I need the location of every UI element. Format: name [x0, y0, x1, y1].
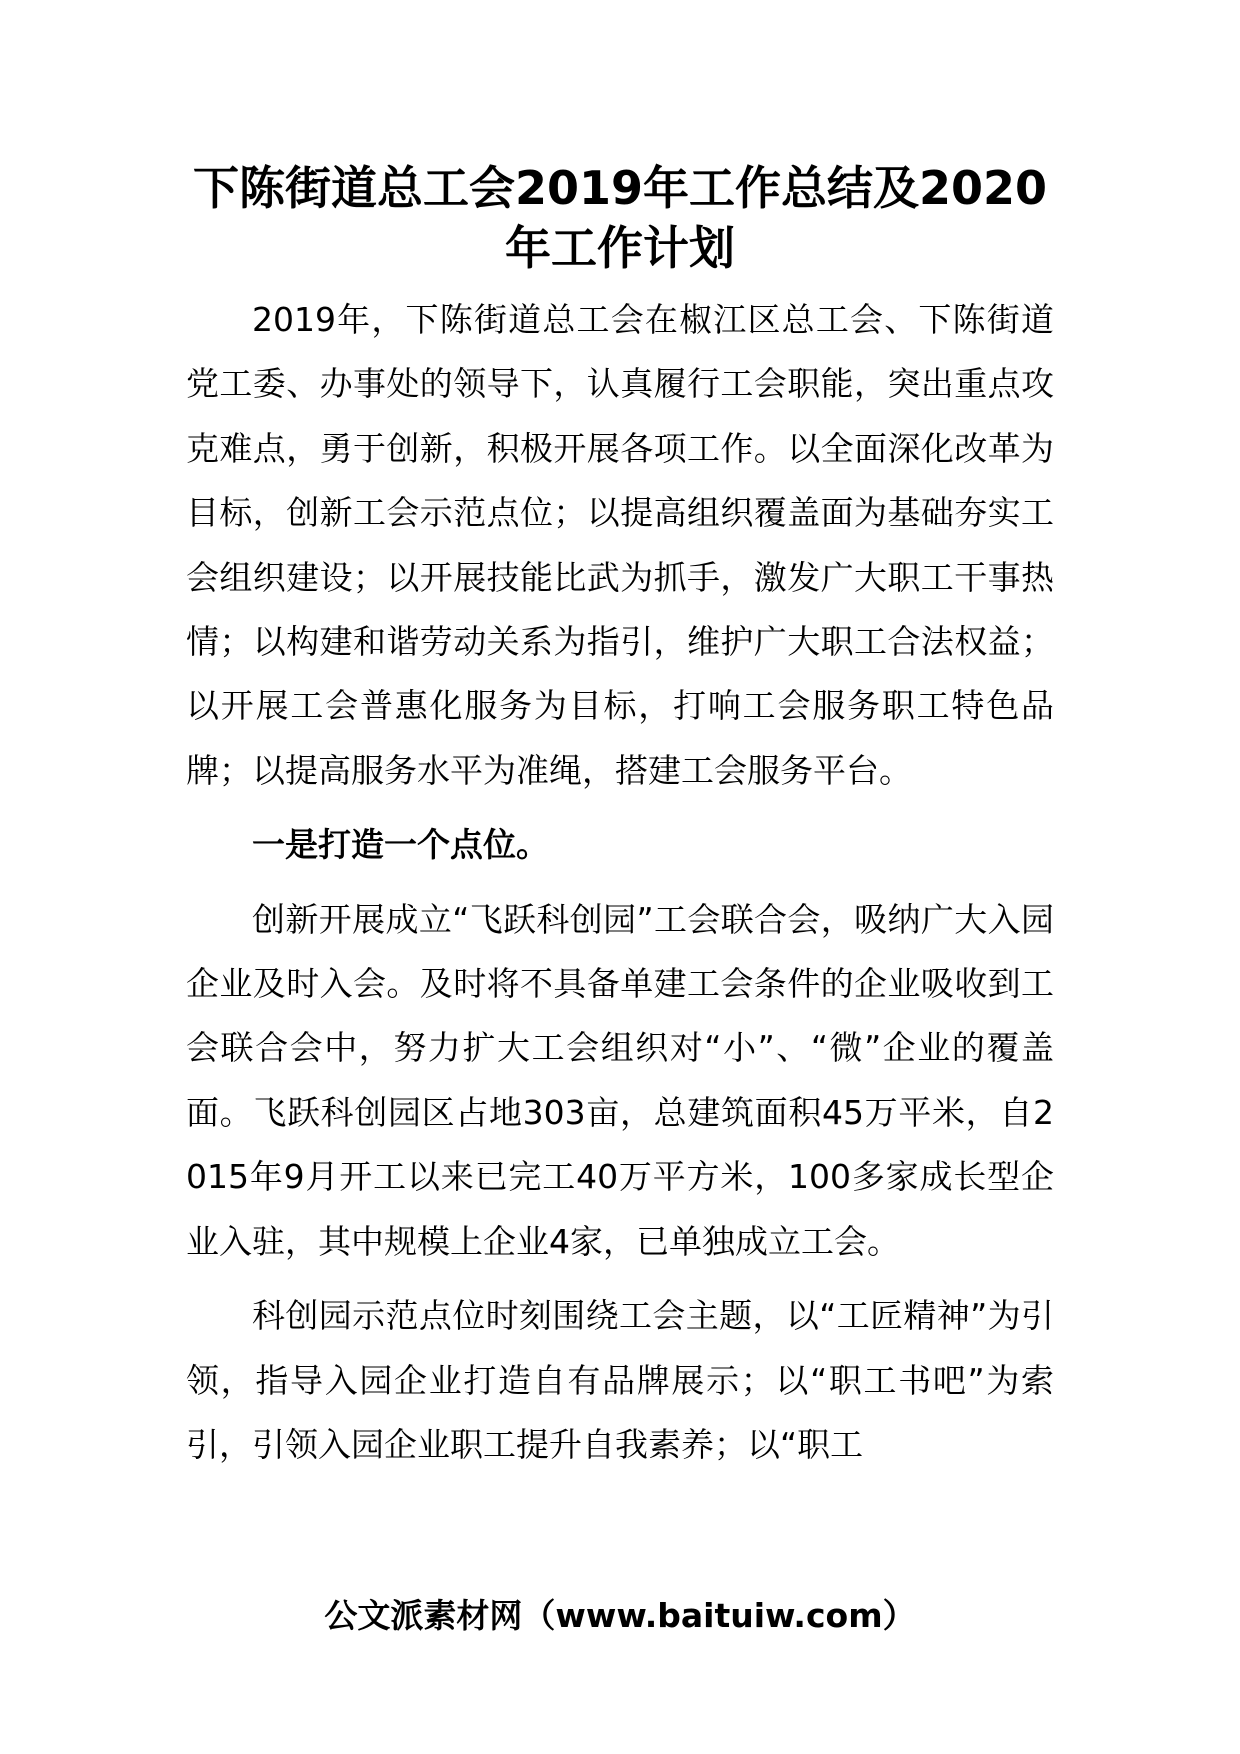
document-body: [186, 158, 1054, 1477]
paragraph-demo-site: 科创园示范点位时刻围绕工会主题，以“工匠精神”为引领，指导入园企业打造自有品牌展示；以“职工书吧”为索引，引领入园企业职工提升自我素养；以“职工: [186, 1296, 1054, 1464]
document-title: 下陈街道总工会2019年工作总结及2020年工作计划: [192, 161, 1048, 275]
watermark-footer: 公文派素材网（www.baituiw.com）: [324, 1596, 916, 1635]
paragraph-intro: 2019年，下陈街道总工会在椒江区总工会、下陈街道党工委、办事处的领导下，认真履行工会职能，突出重点攻克难点，勇于创新，积极开展各项工作。以全面深化改革为目标，创新工会示范点位；以提高组织覆盖面为基础夯实工会组织建设；以开展技能比武为抓手，激发广大职工干事热情；以构建和谐劳动关系为指引，维护广大职工合法权益；以开展工会普惠化服务为目标，打响工会服务职工特色品牌；以提高服务水平为准绳，搭建工会服务平台。: [186, 300, 1054, 790]
paragraph-feiyue-park: 创新开展成立“飞跃科创园”工会联合会，吸纳广大入园企业及时入会。及时将不具备单建工会条件的企业吸收到工会联合会中，努力扩大工会组织对“小”、“微”企业的覆盖面。飞跃科创园区占地303亩，总建筑面积45万平米，自2015年9月开工以来已完工40万平方米，100多家成长型企业入驻，其中规模上企业4家，已单独成立工会。: [186, 899, 1054, 1261]
section-heading: 一是打造一个点位。: [252, 825, 549, 865]
